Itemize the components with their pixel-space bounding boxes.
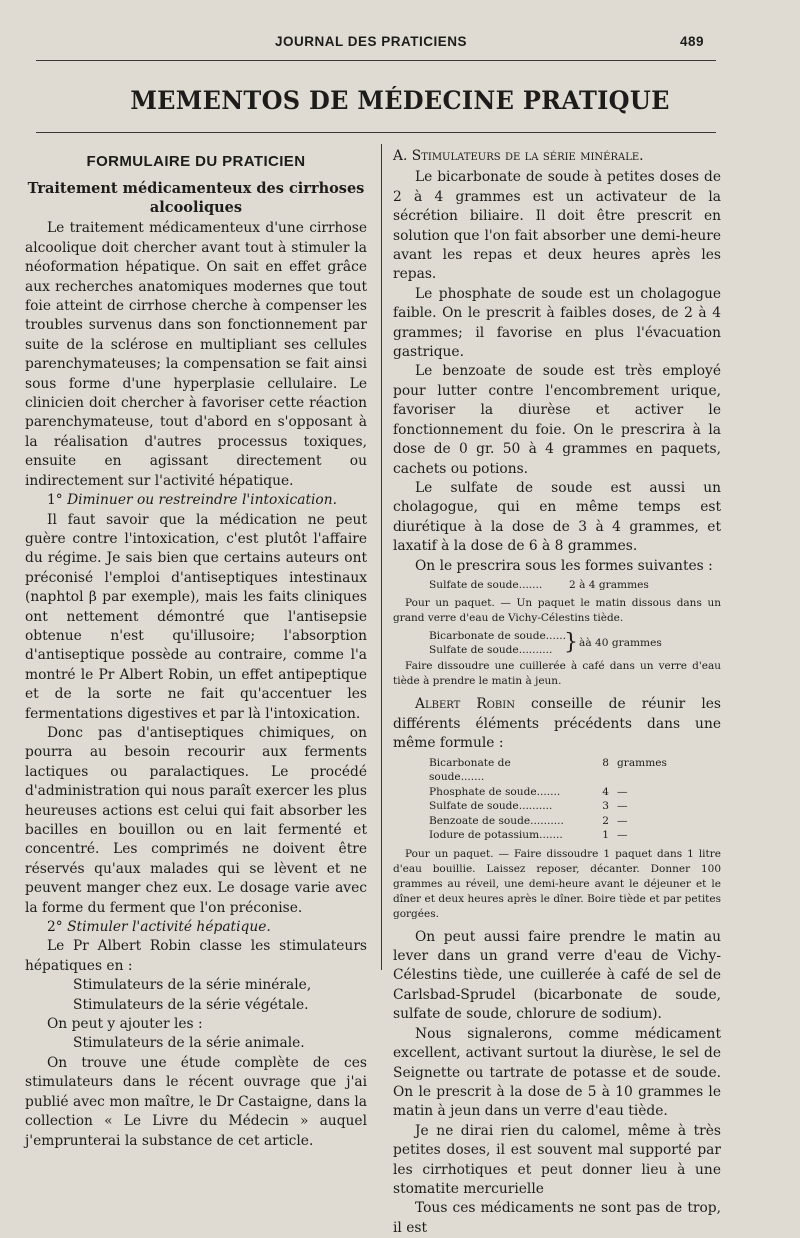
note-text: Pour un paquet. — Faire dissoudre 1 paquet dans 1 litre d'eau bouillie. Laissez reposer, décanter. Donner 100 grammes au réveil, une demi-heure avant le déjeuner et le dîner et deux heures après le dîner. Boire tiède et par petites gorgées. xyxy=(393,847,721,920)
prescription-note xyxy=(393,596,721,626)
formula-unit: — xyxy=(617,829,628,842)
note-text: Pour un paquet. — Un paquet le matin dissous dans un grand verre d'eau de Vichy-Célestins tiède. xyxy=(393,597,721,625)
drug-dose: àà 40 grammes xyxy=(579,637,662,650)
formula-ingredient: Phosphate de soude....... xyxy=(429,785,561,798)
list-item: Stimulateurs de la série minérale, xyxy=(73,977,312,994)
article-title: Traitement médicamenteux des cirrhoses alcooliques xyxy=(27,180,365,217)
formula-row xyxy=(429,814,721,829)
paragraph: Le benzoate de soude est très employé pour lutter contre l'encombrement urique, favoriser la diurèse et activer le fonctionnement du foie. On le prescrira à la dose de 0 gr. 50 à 4 grammes en paquets, cachets ou potions. xyxy=(393,363,721,477)
running-header xyxy=(0,34,800,54)
drug-name: Sulfate de soude....... xyxy=(429,578,543,591)
paragraph: Il faut savoir que la médication ne peut guère contre l'intoxication, c'est plutôt l'affaire du régime. Je sais bien que certains auteurs ont préconisé l'emploi d'antiseptiques intestinaux (naphtol β par exemple), mais les faits cliniques ont nettement démontré que l'antisepsie obtenue n'est qu'illusoire; l'absorption d'antiseptique possède au contraire, comme l'a montré le Pr Albert Robin, un effet antipeptique et de la sorte ne fait qu'accentuer les fermentations digestives et par là l'intoxication. xyxy=(25,511,367,722)
formula-note xyxy=(393,847,721,922)
formula-qty: 3 xyxy=(602,800,609,813)
subsection-letter: A. xyxy=(393,148,408,164)
prescription-note xyxy=(393,659,721,689)
formula-qty: 2 xyxy=(602,814,609,827)
subheading-text: Diminuer ou restreindre l'intoxication. xyxy=(67,492,337,509)
left-column xyxy=(25,152,367,1151)
formula-ingredient: Sulfate de soude.......... xyxy=(429,800,553,813)
note-text: Faire dissoudre une cuillerée à café dans un verre d'eau tiède à prendre le matin à jeun. xyxy=(393,660,721,688)
subheading-text: Stimuler l'activité hépatique. xyxy=(67,919,271,936)
formula-unit: grammes xyxy=(617,756,667,769)
list-item: Stimulateurs de la série végétale. xyxy=(73,996,309,1013)
paragraph: Nous signalerons, comme médicament excellent, activant surtout la diurèse, le sel de Seignette ou tartrate de potasse et de soude. On le prescrit à la dose de 5 à 10 grammes le matin à jeun dans un verre d'eau tiède. xyxy=(393,1025,721,1120)
prescription-2 xyxy=(429,629,721,657)
formula-row xyxy=(429,785,721,800)
subsection-heading xyxy=(393,147,721,166)
formula-row xyxy=(429,756,721,785)
paragraph: Tous ces médicaments ne sont pas de trop, il est xyxy=(393,1200,721,1236)
paragraph: Le sulfate de soude est aussi un cholagogue, qui en même temps est diurétique à la dose de 3 à 4 grammes, et laxatif à la dose de 6 à 8 grammes. xyxy=(393,479,721,555)
paragraph-text: conseille de réunir les différents éléments précédents dans une même formule : xyxy=(393,696,721,752)
prescription-1 xyxy=(429,578,721,593)
formula-qty: 4 xyxy=(602,785,609,798)
formula-ingredient: Benzoate de soude.......... xyxy=(429,814,564,827)
author-name: Albert Robin xyxy=(415,696,515,713)
drug-name: Sulfate de soude.......... xyxy=(429,644,553,657)
formula-ingredient: Bicarbonate de soude....... xyxy=(429,756,511,784)
paragraph: Le traitement médicamenteux d'une cirrhose alcoolique doit chercher avant tout à stimuler la néoformation hépatique. On sait en effet grâce aux recherches anatomiques modernes que tout foie atteint de cirrhose cherche à compenser les troubles survenus dans son fonctionnement par suite de la sclérose en multipliant ses cellules parenchymateuses; la compensation se fait ainsi sous forme d'une hyperplasie cellulaire. Le clinicien doit chercher à favoriser cette réaction parenchymateuse, tout d'abord en s'opposant à la réalisation d'autres processus toxiques, ensuite en agissant directement ou indirectement sur l'activité hépatique. xyxy=(25,220,367,489)
section-heading: FORMULAIRE DU PRATICIEN xyxy=(86,153,306,170)
paragraph: Le Pr Albert Robin classe les stimulateurs hépatiques en : xyxy=(25,938,367,974)
formula-unit: — xyxy=(617,814,628,827)
formula-qty: 8 xyxy=(602,756,609,769)
header-rule xyxy=(36,60,716,61)
subheading-number: 1° xyxy=(47,492,63,509)
subsection-title: Stimulateurs de la série minérale. xyxy=(411,148,644,164)
prescription-row xyxy=(429,578,721,593)
paragraph: On le prescrira sous les formes suivantes : xyxy=(415,557,713,574)
list-item: Stimulateurs de la série animale. xyxy=(73,1035,305,1052)
paragraph: On peut y ajouter les : xyxy=(47,1016,203,1033)
page-number: 489 xyxy=(680,34,705,49)
subheading-1 xyxy=(25,491,367,510)
paragraph: Donc pas d'antiseptiques chimiques, on pourra au besoin recourir aux ferments lactiques ou paralactiques. Le procédé d'administration qui nous paraît exercer les plus heureuses actions est celui qui fait absorber les bacilles en bouillon ou en lait fermenté et concentré. Les comprimés ne doivent être réservés qu'aux malades qui se lèvent et ne peuvent manger chez eux. Le dosage varie avec la forme du ferment que l'on préconise. xyxy=(25,724,367,916)
right-column xyxy=(393,147,721,1238)
formula-unit: — xyxy=(617,800,628,813)
formula-row xyxy=(429,799,721,814)
subheading-2 xyxy=(25,918,367,937)
paragraph xyxy=(393,695,721,753)
page-title: MEMENTOS DE MÉDECINE PRATIQUE xyxy=(130,86,670,115)
brace-icon: } xyxy=(564,630,578,656)
paragraph: Je ne dirai rien du calomel, même à très petites doses, il est souvent mal supporté par les cirrhotiques et peut donner lieu à une stomatite mercurielle xyxy=(393,1122,721,1197)
formula-unit: — xyxy=(617,785,628,798)
title-rule xyxy=(36,132,716,133)
formula-qty: 1 xyxy=(602,829,609,842)
paragraph: On peut aussi faire prendre le matin au lever dans un grand verre d'eau de Vichy-Célestins tiède, une cuillerée à café de sel de Carlsbad-Sprudel (bicarbonate de soude, sulfate de soude, chlorure de sodium). xyxy=(393,928,721,1023)
subheading-number: 2° xyxy=(47,919,63,936)
drug-dose: 2 à 4 grammes xyxy=(569,578,649,591)
drug-name: Bicarbonate de soude...... xyxy=(429,630,566,643)
paragraph: Le bicarbonate de soude à petites doses de 2 à 4 grammes est un activateur de la sécrétion biliaire. Il doit être prescrit en solution que l'on fait absorber une demi-heure avant les repas et deux heures après les repas. xyxy=(393,169,721,283)
formula-table xyxy=(429,756,721,843)
paragraph: Le phosphate de soude est un cholagogue faible. On le prescrit à faibles doses, de 2 à 4 grammes; il favorise en plus l'évacuation gastrique. xyxy=(393,285,721,361)
formula-row xyxy=(429,828,721,843)
journal-title: JOURNAL DES PRATICIENS xyxy=(275,34,468,49)
column-divider xyxy=(381,144,382,970)
paragraph: On trouve une étude complète de ces stimulateurs dans le récent ouvrage que j'ai publié avec mon maître, le Dr Castaigne, dans la collection « Le Livre du Médecin » auquel j'emprunterai la substance de cet article. xyxy=(25,1054,367,1149)
formula-ingredient: Iodure de potassium....... xyxy=(429,829,563,842)
